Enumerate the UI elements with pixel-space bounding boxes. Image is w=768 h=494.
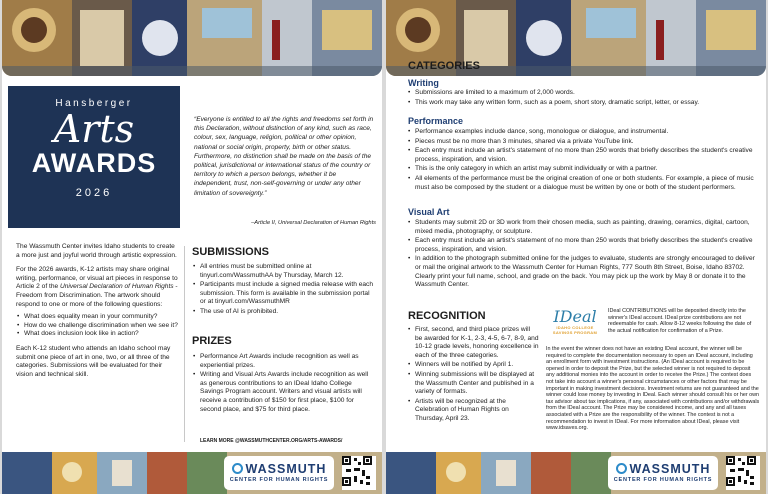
writing-heading: Writing [408, 78, 439, 88]
visual-art-item: • Each entry must include an artist's statement of no more than 250 words that briefly describes the student's creative process, inspiration, and vision. [415, 237, 759, 254]
performance-item: • Performance examples include dance, song, monologue or dialogue, and instrumental. [415, 128, 759, 137]
ideal-logo-sub: IDAHO COLLEGE SAVINGS PROGRAM [552, 325, 598, 335]
writing-item: • This work may take any written form, such as a poem, short story, dramatic script, letter, or essay. [415, 99, 759, 108]
recognition-item: • Winning submissions will be displayed at the Wassmuth Center and published in a variety of formats. [415, 371, 539, 397]
intro-text [16, 243, 180, 385]
visual-art-item: • Students may submit 2D or 3D work from their chosen media, such as painting, drawing, ceramics, digital, cartoon, mixed media, photography, or sculpture. [415, 219, 759, 236]
column-divider [184, 246, 185, 442]
prizes-item: • Performance Art Awards include recognition as well as experiential prizes. [200, 353, 376, 370]
submissions-item: • All entries must be submitted online at tinyurl.com/WassmuthAA by Thursday, March 12. [200, 263, 376, 280]
qr-pattern [342, 456, 372, 486]
recognition-heading: RECOGNITION [408, 310, 486, 322]
question-list [24, 313, 180, 339]
question-item: • How do we challenge discrimination when we see it? [24, 322, 180, 331]
wassmuth-brand [224, 462, 334, 476]
ideal-logo [546, 308, 604, 346]
performance-item: • Pieces must be no more than 3 minutes, shared via a private YouTube link. [415, 138, 759, 147]
performance-heading: Performance [408, 116, 464, 126]
wassmuth-logo-right [608, 456, 718, 490]
writing-list [415, 89, 759, 108]
page-right [386, 0, 766, 494]
question-item: • What does equality mean in your community? [24, 313, 180, 322]
submissions-item: • The use of AI is prohibited. [200, 308, 376, 317]
submissions-list [200, 263, 376, 318]
udhr-quote: “Everyone is entitled to all the rights and freedoms set forth in this Declaration, without distinction of any kind, such as race, colour, sex, language, religion, political or other opinion, national or social origin, property, birth or other status. Furthermore, no distinction shall be made on the basis of the political, jurisdictional or international status of the country or territory to which a person belongs, whether it be independent, trust, non-self-governing or under any other limitation of sovereignty.” [194, 116, 374, 197]
intro-paragraph-1: The Wassmuth Center invites Idaho students to create a more just and joyful world through artistic expression. [16, 243, 177, 259]
qr-code-icon[interactable] [342, 456, 376, 490]
intro-paragraph-3: Each K-12 student who attends an Idaho school may submit one piece of art in one, two, or all three of the categories. Submissions will be evaluated for their vision and technical skill. [16, 344, 171, 378]
recognition-item: • Artists will be recognized at the Celebration of Human Rights on Thursday, April 23. [415, 398, 539, 424]
recognition-item: • Winners will be notified by April 1. [415, 361, 539, 370]
intro-p2-end: - Freedom from Discrimination. The artwork should respond to one or more of the following questions: [16, 283, 178, 308]
prizes-list [200, 353, 376, 415]
prizes-heading: PRIZES [192, 335, 232, 347]
prizes-item: • Writing and Visual Arts Awards include recognition as well as generous contributions to an IDeal Idaho College Savings Program account. Writers and visual artists will receive a contribution of $150 for first place, $100 for second place, and $75 for third place. [200, 371, 376, 414]
brand-text: WASSMUTH [245, 462, 327, 476]
intro-p2-italic: Universal Declaration of Human Rights [59, 283, 174, 291]
ideal-logo-name: IDeal [553, 307, 597, 326]
qr-pattern [726, 456, 756, 486]
performance-list [415, 128, 759, 193]
title-awards: AWARDS [31, 148, 157, 178]
artwork-banner [2, 0, 382, 76]
artwork-collage [2, 0, 382, 76]
brand-text: WASSMUTH [629, 462, 711, 476]
submissions-item: • Participants must include a signed media release with each submission. This form is available in the submission portal or at tinyurl.com/WassmuthMR [200, 281, 376, 307]
quote-citation: –Article II, Universal Declaration of Human Rights [251, 220, 376, 226]
visual-art-list [415, 219, 759, 291]
intro-p2-start: For the 2026 awards, K-12 artists may share original writing, performance, or visual art pieces in response to Article 2 of the [16, 266, 178, 291]
writing-item: • Submissions are limited to a maximum of 2,000 words. [415, 89, 759, 98]
recognition-item: • First, second, and third place prizes will be awarded for K-1, 2-3, 4-5, 6-7, 8-9, and 10-12 grade levels, honoring excellence in each of the three categories. [415, 326, 539, 360]
submissions-heading: SUBMISSIONS [192, 246, 270, 258]
intro-paragraph-2 [16, 266, 180, 309]
learn-more-link[interactable]: LEARN MORE @WASSMUTHCENTER.ORG/ARTS-AWARDS/ [200, 438, 343, 444]
visual-art-item: • In addition to the photograph submitted online for the judges to evaluate, students are strongly encouraged to deliver or mail the original artwork to the Wassmuth Center for Human Rights, 777 South 8th Street, Boise, Idaho 83702. Clearly print your full name, school, and grade on the back. You may pick up the work by May 8 or donate it to the Wassmuth Center. [415, 255, 759, 289]
wassmuth-logo [224, 456, 334, 490]
ideal-disclaimer-2: In the event the winner does not have an existing IDeal account, the winner will be required to complete the documentation necessary to open an IDeal account, including an enrollment form with investment instructions. (An IDeal account is required to be opened in order to deposit the Prize, but the selected winner is not required to deposit any additional monies into the account in order to receive the Prize.) The contest does not take into account a winner's personal circumstances or other factors that may be important in making investment decisions. Investment returns are not guaranteed and the winner could lose money by investing in IDeal. Each winner should consult his or her own tax advisor about tax implications, if any, associated with contributions and/or withdrawals from the IDeal account. The Prize may be considered income, and any and all taxes associated with a Prize are the responsibility of the winner. The contest is not a recommendation to invest in IDeal. For more information about IDeal, please visit www.idsaves.org. [546, 346, 760, 432]
performance-item: • Each entry must include an artist's statement of no more than 250 words that briefly describes the student's creative process, inspiration, and vision. [415, 147, 759, 164]
qr-code-icon[interactable] [726, 456, 760, 490]
performance-item: • All elements of the performance must be the original creation of one or both students. For example, a piece of music must also be composed by the student or a dialogue must be written by one or both of the student performers. [415, 175, 759, 192]
logo-ring-icon [232, 463, 243, 474]
ideal-disclaimer-1: IDeal CONTRIBUTIONS will be deposited directly into the winner's IDeal account. IDeal prize contributions are not redeemable for cash. Allow 8-12 weeks following the date of the actual notification for confirmation of a Prize. [608, 308, 752, 334]
title-block [8, 86, 180, 228]
footer-artwork-right [386, 452, 766, 494]
logo-ring-icon [616, 463, 627, 474]
visual-art-heading: Visual Art [408, 207, 450, 217]
page-left [2, 0, 382, 494]
title-year: 2026 [75, 187, 113, 199]
wassmuth-tagline: CENTER FOR HUMAN RIGHTS [229, 477, 329, 483]
performance-item: • This is the only category in which an artist may submit individually or with a partner. [415, 165, 759, 174]
wassmuth-brand-right [608, 462, 718, 476]
footer-artwork [2, 452, 382, 494]
recognition-list [415, 326, 539, 425]
wassmuth-tagline-right: CENTER FOR HUMAN RIGHTS [613, 477, 713, 483]
title-hansberger: Hansberger [55, 98, 133, 109]
question-item: • What does inclusion look like in action? [24, 330, 180, 339]
title-arts: Arts [53, 107, 135, 151]
categories-heading: CATEGORIES [408, 60, 480, 72]
